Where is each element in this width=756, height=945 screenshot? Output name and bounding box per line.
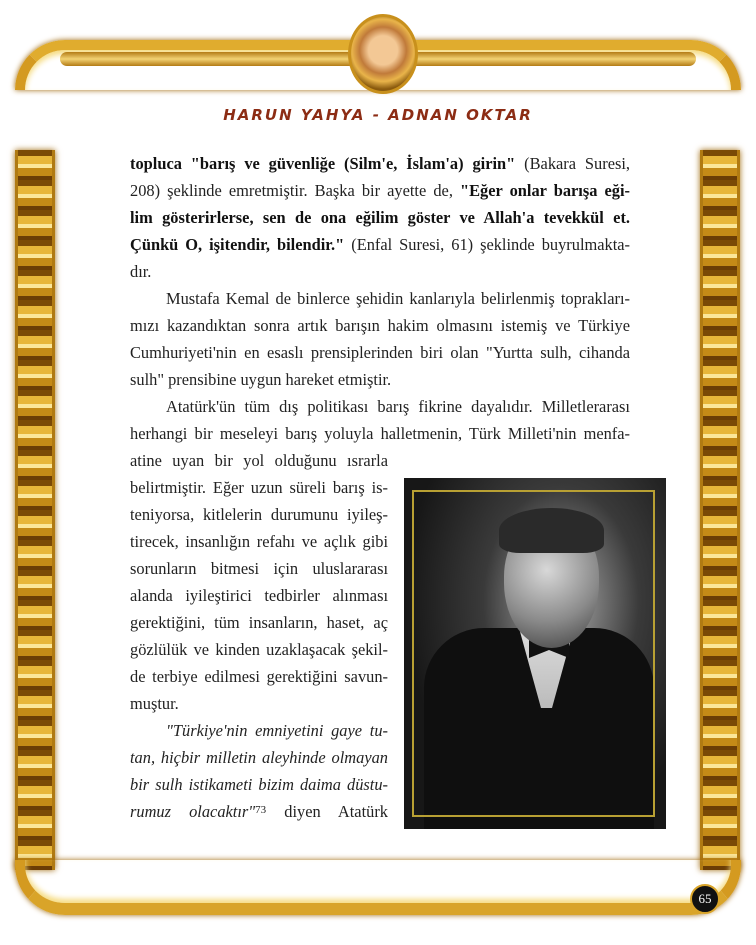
text-segment: muştur. — [130, 694, 179, 713]
text-line — [130, 636, 388, 663]
text-segment: bir sulh istikameti bizim daima düstu- — [130, 775, 388, 794]
text-segment: belirtmiştir. Eğer uzun süreli barış is- — [130, 478, 388, 497]
text-segment: "Eğer onlar barışa eği- — [460, 181, 630, 200]
text-segment: sulh" prensibine uygun hareket etmiştir. — [130, 370, 392, 389]
text-line — [130, 582, 388, 609]
ataturk-photo — [404, 478, 666, 829]
text-segment: topluca "barış ve güvenliğe (Silm'e, İslam'a) girin" — [130, 154, 516, 173]
text-line — [130, 285, 630, 312]
portrait-medallion — [348, 14, 418, 94]
text-line — [130, 744, 388, 771]
text-segment: gerektiğini, tüm insanların, haset, aç — [130, 613, 388, 632]
ornate-frame-bottom — [15, 860, 741, 915]
text-line — [130, 663, 388, 690]
footnote-ref: 73 — [255, 804, 267, 816]
text-line — [130, 717, 388, 744]
text-segment: 208) şeklinde emretmiştir. Başka bir ayette de, — [130, 181, 461, 200]
text-segment: (Enfal Suresi, 61) şeklinde buyrulmakta- — [344, 235, 630, 254]
text-segment: dır. — [130, 262, 152, 281]
text-segment: alanda iyileştirici tedbirler alınması — [130, 586, 388, 605]
text-line — [130, 447, 388, 474]
running-header: HARUN YAHYA - ADNAN OKTAR — [223, 106, 533, 124]
photo-gold-border — [412, 490, 655, 817]
text-line — [130, 609, 388, 636]
text-segment: gözlülük ve kinden uzaklaşacak şekil- — [130, 640, 388, 659]
text-segment: teniyorsa, kitlelerin durumunu iyileş- — [130, 505, 388, 524]
text-line — [130, 366, 630, 393]
text-segment: Atatürk'ün tüm dış politikası barış fikrine dayalıdır. Milletlerarası — [166, 397, 630, 416]
text-line — [130, 798, 388, 825]
text-segment: diyen Atatürk — [266, 802, 388, 821]
text-segment: rumuz olacaktır" — [130, 802, 256, 821]
text-segment: Çünkü O, işitendir, bilendir." — [130, 235, 345, 254]
text-segment: tirecek, insanlığın refahı ve açlık gibi — [130, 532, 388, 551]
text-segment: mızı kazandıktan sonra artık barışın hakim olmasını istemiş ve Türkiye — [130, 316, 630, 335]
text-line — [130, 690, 388, 717]
text-line — [130, 177, 630, 204]
text-segment: herhangi bir meseleyi barış yoluyla halletmenin, Türk Milleti'nin menfa- — [130, 424, 630, 443]
text-line — [130, 501, 388, 528]
page-number: 65 — [690, 884, 720, 914]
text-line — [130, 528, 388, 555]
text-segment: lim gösterirlerse, sen de ona eğilim göster ve Allah'a tevekkül et. — [130, 208, 630, 227]
text-line — [130, 393, 630, 420]
text-line — [130, 258, 630, 285]
text-line — [130, 312, 630, 339]
text-segment: de terbiye edilmesi gerektiğini savun- — [130, 667, 388, 686]
text-segment: (Bakara Suresi, — [515, 154, 630, 173]
text-line — [130, 555, 388, 582]
text-line — [130, 339, 630, 366]
text-line — [130, 771, 388, 798]
text-line — [130, 474, 388, 501]
text-segment: atine uyan bir yol olduğunu ısrarla — [130, 451, 388, 470]
text-segment: Cumhuriyeti'nin en esaslı prensiplerinden biri olan "Yurtta sulh, cihanda — [130, 343, 630, 362]
text-line — [130, 231, 630, 258]
text-segment: sorunların bitmesi için uluslararası — [130, 559, 388, 578]
ornate-frame-right — [700, 150, 740, 870]
text-segment: "Türkiye'nin emniyetini gaye tu- — [166, 721, 388, 740]
ornate-frame-left — [15, 150, 55, 870]
text-line — [130, 150, 630, 177]
text-line — [130, 420, 630, 447]
text-segment: tan, hiçbir milletin aleyhinde olmayan — [130, 748, 388, 767]
text-line — [130, 204, 630, 231]
text-segment: Mustafa Kemal de binlerce şehidin kanlarıyla belirlenmiş toprakları- — [166, 289, 630, 308]
